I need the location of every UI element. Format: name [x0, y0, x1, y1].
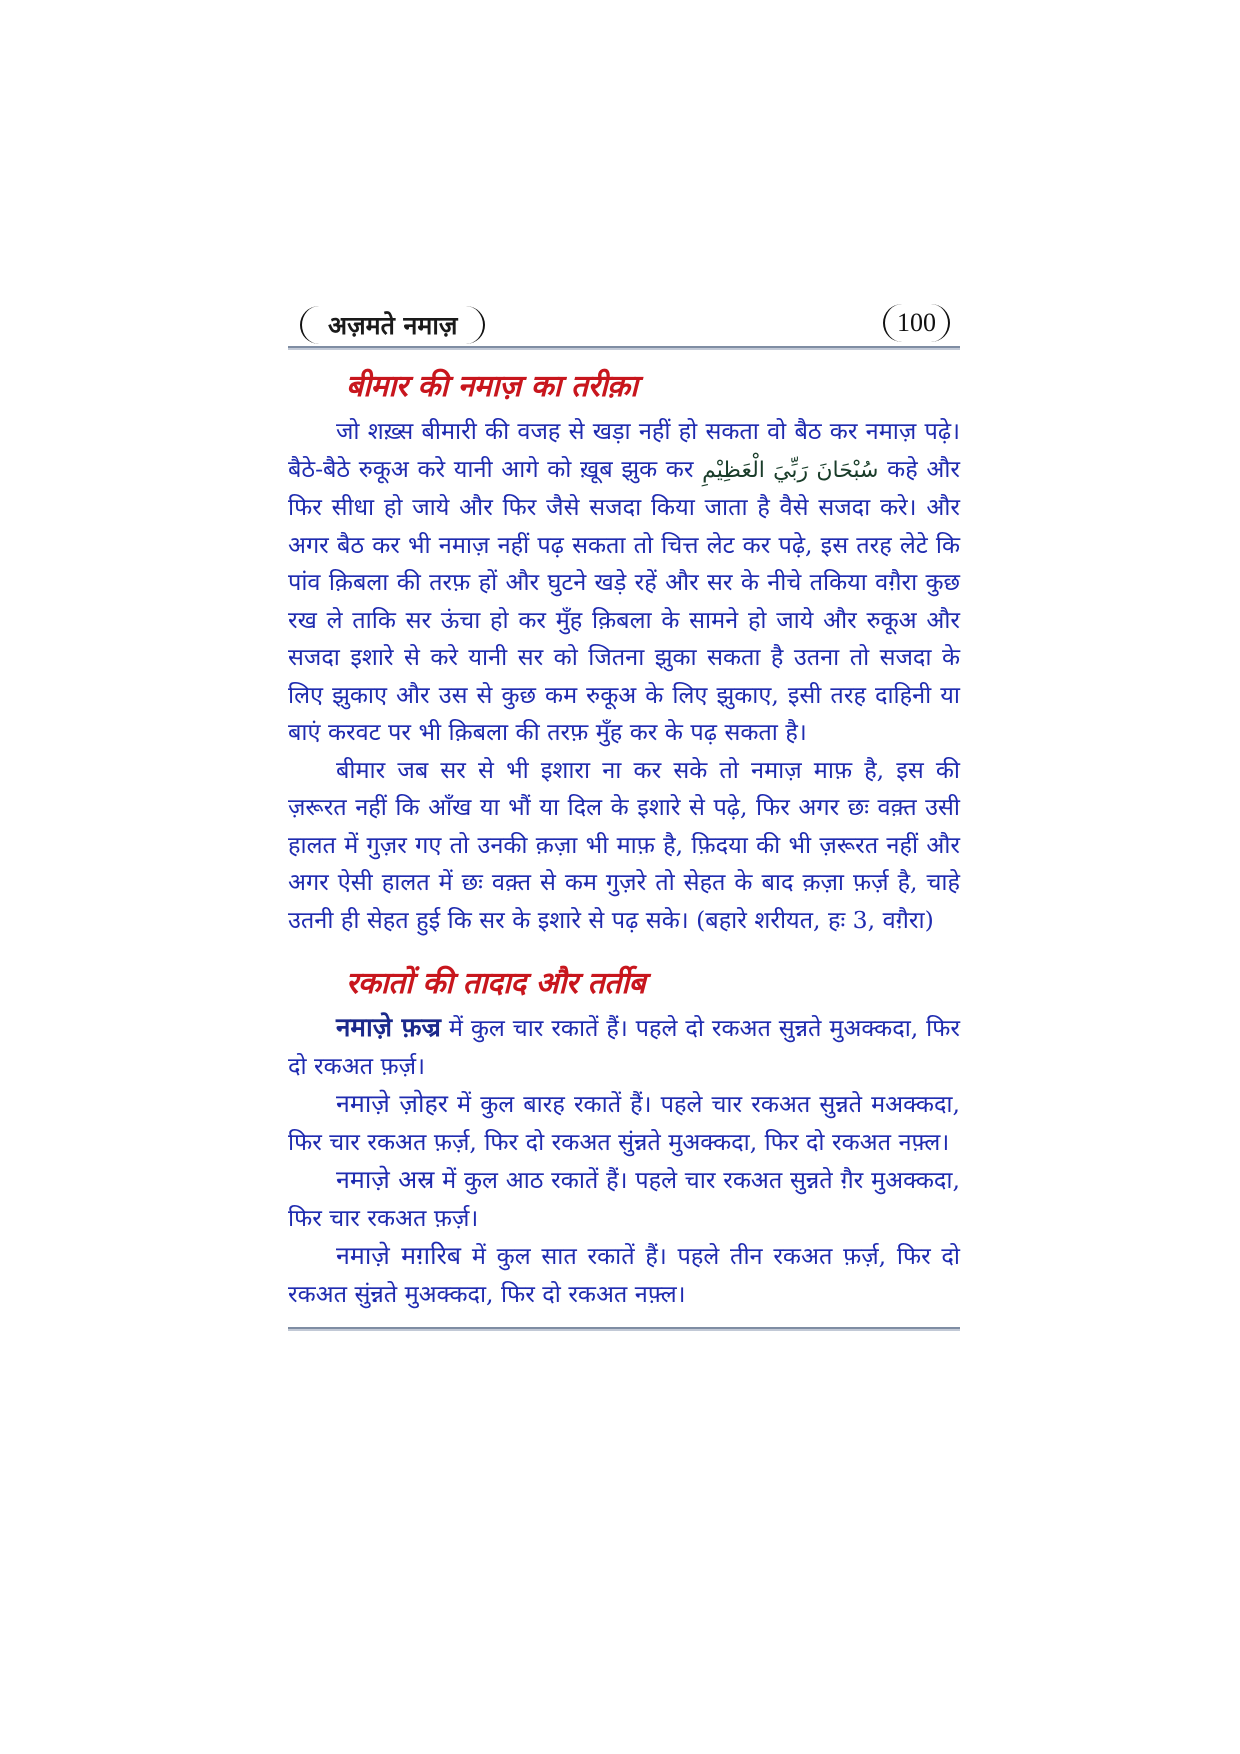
paragraph-text: में कुल चार रकातें हैं। पहले दो रकअत सुन्नते मुअक्कदा, फिर दो रकअत फ़र्ज़। [288, 1014, 960, 1080]
term-fajr: नमाज़े फ़ज्र [336, 1013, 441, 1043]
paragraph-fajr [288, 1010, 960, 1085]
page-number: 100 [883, 304, 950, 342]
page-header [288, 300, 960, 346]
arabic-tasbih: سُبْحَانَ رَبِّيَ الْعَظِيْمِ [702, 457, 879, 483]
paragraph-text: में कुल सात रकातें हैं। पहले तीन रकअत फ़र्ज़, फिर दो रकअत सुंन्नते मुअक्कदा, फिर दो रकअत नफ़्ल। [288, 1242, 960, 1308]
paragraph-text: जो शख़्स बीमारी की वजह से खड़ा नहीं हो सकता वो बैठ कर नमाज़ पढ़े। बैठे-बैठे रुकूअ करे यानी आगे को ख़ूब झुक कर [288, 417, 960, 483]
term-zohar: नमाज़े ज़ोहर [336, 1089, 448, 1118]
paragraph-sick-prayer-exemption: बीमार जब सर से भी इशारा ना कर सके तो नमाज़ माफ़ है, इस की ज़रूरत नहीं कि आँख या भौं या दिल के इशारे से पढ़े, फिर अगर छः वक़्त उसी हालत में गुज़र गए तो उनकी क़ज़ा भी माफ़ है, फ़िदया की भी ज़रूरत नहीं और अगर ऐसी हालत में छः वक़्त से कम गुज़रे तो सेहत के बाद क़ज़ा फ़र्ज़ है, चाहे उतनी ही सेहत हुई कि सर के इशारे से पढ़ सके। (बहारे शरीयत, हः 3, वग़ैरा) [288, 755, 960, 934]
paragraph-text: में कुल आठ रकातें हैं। पहले चार रकअत सुन्नते ग़ैर मुअक्कदा, फिर चार रकअत फ़र्ज़। [288, 1166, 960, 1232]
paragraph-text: में कुल बारह रकातें हैं। पहले चार रकअत सुन्नते मअक्कदा, फिर चार रकअत फ़र्ज़, फिर दो रकअत सुंन्नते मुअक्कदा, फिर दो रकअत नफ़्ल। [288, 1090, 960, 1156]
book-page [288, 300, 960, 1331]
paragraph-text: कहे और फिर सीधा हो जाये और फिर जैसे सजदा किया जाता है वैसे सजदा करे। और अगर बैठ कर भी नमाज़ नहीं पढ़ सकता तो चित्त लेट कर पढ़े, इस तरह लेटे कि पांव क़िबला की तरफ़ हों और घुटने खड़े रहें और सर के नीचे तकिया वग़ैरा कुछ रख ले ताकि सर ऊंचा हो कर मुँह क़िबला के सामने हो जाये और रुकूअ और सजदा इशारे से करे यानी सर को जितना झुका सकता है उतना तो सजदा के लिए झुकाए और उस से कुछ कम रुकूअ के लिए झुकाए, इसी तरह दाहिनी या बाएं करवट पर भी क़िबला की तरफ़ मुँह कर के पढ़ सकता है। [288, 454, 960, 746]
footer-rule [288, 1327, 960, 1331]
term-maghrib: नमाज़े मग़रिब [336, 1241, 462, 1270]
section-heading-rakat-count: रकातों की तादाद और तर्तीब [346, 966, 646, 1001]
paragraph-asr [288, 1161, 960, 1237]
paragraph-zohar [288, 1085, 960, 1161]
paragraph-maghrib [288, 1237, 960, 1313]
term-asr: नमाज़े अस्र [336, 1165, 435, 1194]
paragraph-sick-prayer-method [288, 413, 960, 752]
header-rule [288, 346, 960, 350]
section-heading-sick-prayer: बीमार की नमाज़ का तरीक़ा [346, 369, 638, 404]
book-title: अज़मते नमाज़ [300, 306, 485, 344]
